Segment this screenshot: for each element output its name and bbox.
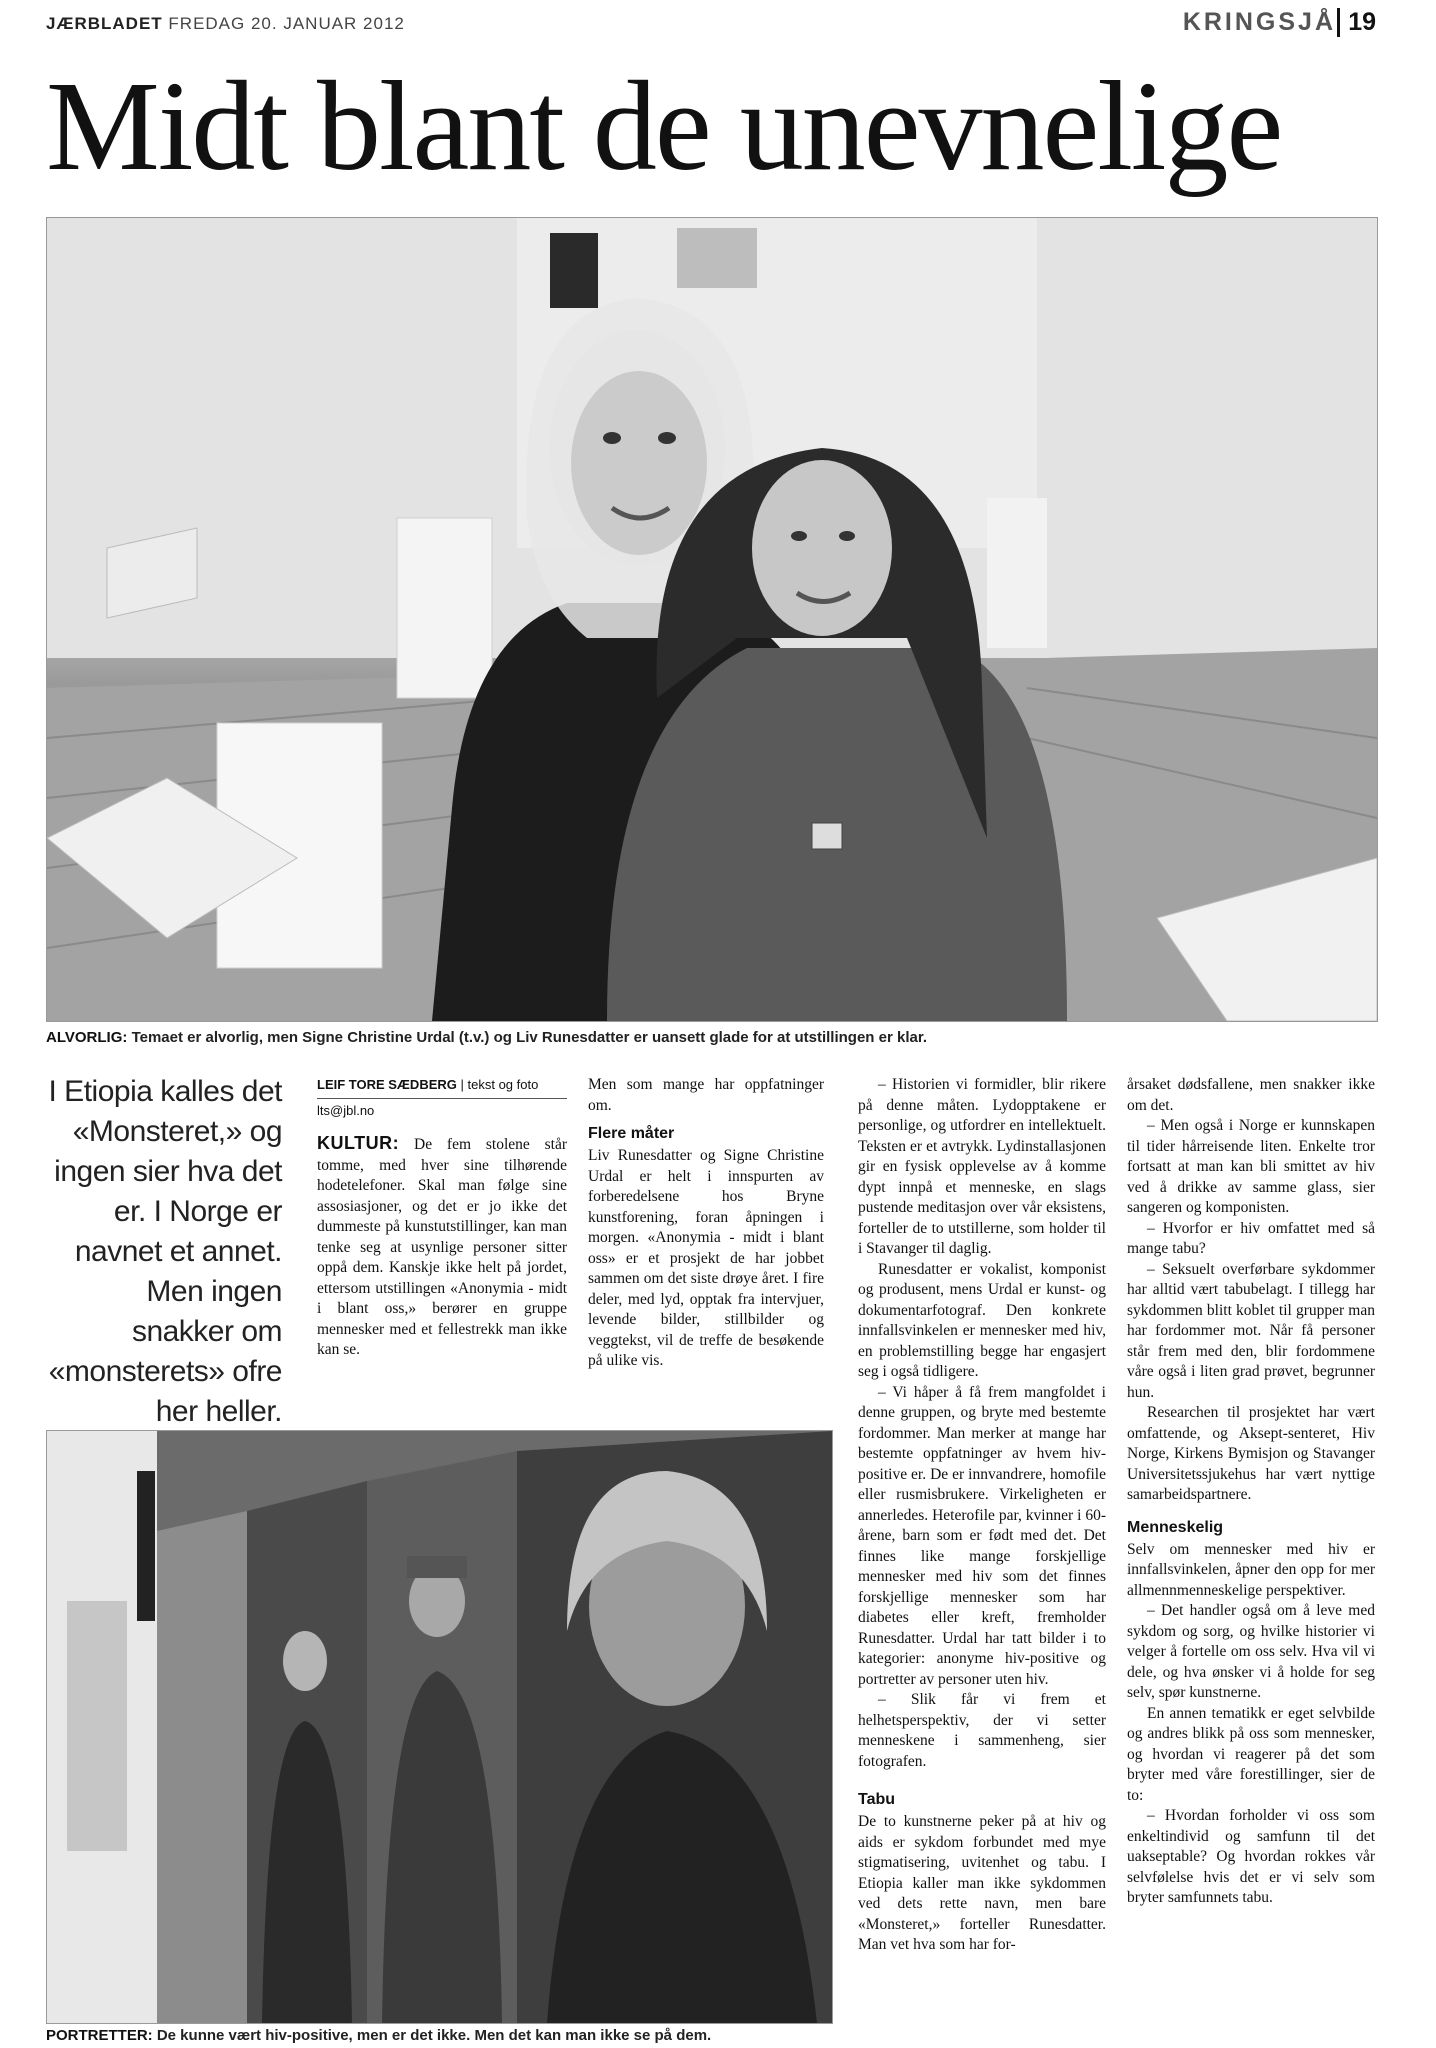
paragraph: Researchen til prosjektet har vært omfattende, og Aksept-senteret, Hiv Norge, Kirkens Bymisjon og Stavanger Universitetssjukehus har vært nyttige samarbeidspartnere.	[1127, 1404, 1375, 1503]
paragraph: Liv Runesdatter og Signe Christine Urdal er helt i innspurten av forberedelsene hos Bryne kunstforening, foran åpningen i morgen. «Anonymia - midt i blant oss» er et prosjekt de har jobbet sammen om det siste drøye året. I fire deler, med lyd, opptak fra intervjuer, levende bilder, stillbilder og veggtekst, vil de treffe de besøkende på ulike vis.	[588, 1147, 824, 1369]
paragraph: – Slik får vi frem et helhetsperspektiv, der vi setter menneskene i sammenheng, sier fotografen.	[858, 1691, 1106, 1770]
page-number: 19	[1337, 8, 1376, 37]
byline-email[interactable]: lts@jbl.no	[317, 1102, 375, 1118]
paragraph: – Vi håper å få frem mangfoldet i denne gruppen, og bryte med bestemte fordommer. Man merker at mange har bestemte oppfatninger av hvem hiv-positive er. De er innvandrere, homofile eller rusmisbrukere. Virkeligheten er annerledes. Heterofile par, kvinner i 60-årene, barn som er født med det. Det finnes like mange forskjellige mennesker med hiv som det finnes forskjellige mennesker som har diabetes eller kreft, fremholder Runesdatter. Urdal har tatt bilder i to kategorier: anonyme hiv-positive og portretter av personer uten hiv.	[858, 1383, 1106, 1688]
article-column-2	[588, 1075, 824, 1372]
lead-text: De fem stolene står tomme, med hver sine tilhørende hodetelefoner. Skal man følge sine assosiasjoner, og det er jo ikke det dummeste på kunstutstillinger, kan man tenke seg at usynlige personer sitter oppå dem. Kanskje ikke helt på jordet, ettersom utstillingen «Anonymia - midt i blant oss,» berører en gruppe mennesker med et fellestrekk man ikke kan se.	[317, 1136, 567, 1358]
paper-name: JÆRBLADET	[46, 14, 163, 33]
caption-text: Temaet er alvorlig, men Signe Christine Urdal (t.v.) og Liv Runesdatter er uansett glade for at utstillingen er klar.	[131, 1029, 928, 1046]
paragraph: – Seksuelt overførbare sykdommer har alltid vært tabubelagt. I tillegg har sykdommen blitt koblet til grupper man har fordommer mot. Når få personer står frem med den, blir fordommene våre også i liten grad prøvet, begrunner hun.	[1127, 1260, 1375, 1401]
headline: Midt blant de unevnelige	[46, 55, 1282, 197]
caption-lead: ALVORLIG:	[46, 1029, 128, 1046]
paragraph: Men som mange har oppfatninger om.	[588, 1076, 824, 1114]
subheading-flere-mater: Flere måter	[588, 1125, 675, 1142]
byline: LEIF TORE SÆDBERG | tekst og foto	[317, 1075, 567, 1099]
subheading-menneskelig: Menneskelig	[1127, 1518, 1224, 1536]
section-name: KRINGSJÅ	[1182, 8, 1336, 36]
caption-text: De kunne vært hiv-positive, men er det ikke. Men det kan man ikke se på dem.	[156, 2027, 712, 2044]
kicker: KULTUR:	[317, 1133, 400, 1153]
issue-date: FREDAG 20. JANUAR 2012	[168, 14, 405, 33]
paragraph: – Det handler også om å leve med sykdom og sorg, og hvilke historier vi velger å fortelle om oss selv. Hva vil vi dele, og hva ønsker vi å holde for seg selv, spør kunstnerne.	[1127, 1602, 1375, 1701]
article-lead-paragraph	[317, 1133, 567, 1361]
pull-quote: I Etiopia kalles det «Monsteret,» og ingen sier hva det er. I Norge er navnet et annet. Men ingen snakker om «monsterets» ofre her heller.	[48, 1075, 282, 1428]
photo-two-women-gallery-illustration	[47, 218, 1377, 1021]
masthead	[46, 14, 405, 34]
byline-role: tekst og foto	[467, 1077, 539, 1092]
photo-portrait-wall-illustration	[47, 1431, 832, 2023]
article-column-1	[317, 1075, 567, 1361]
caption-lead: PORTRETTER:	[46, 2027, 153, 2044]
paragraph: – Hvorfor er hiv omfattet med så mange tabu?	[1127, 1219, 1375, 1257]
paragraph: En annen tematikk er eget selvbilde og andres blikk på oss som mennesker, og hvordan vi reagerer på det som bryter med våre forestillinger, sier de to:	[1127, 1704, 1375, 1804]
paragraph: – Hvordan forholder vi oss som enkeltindivid og samfunn til det uakseptable? Og hvordan rokkes vår selvfølelse hvis det er vi selv som bryter samfunnets tabu.	[1127, 1807, 1375, 1906]
paragraph: De to kunstnerne peker på at hiv og aids er sykdom forbundet med mye stigmatisering, uvitenhet og tabu. I Etiopia kaller man ikke sykdommen ved dets rette navn, men bare «Monsteret,» forteller Runesdatter. Man vet hva som har for-	[858, 1813, 1106, 1953]
page-header	[46, 10, 1376, 40]
paragraph: årsaket dødsfallene, men snakker ikke om det.	[1127, 1076, 1375, 1114]
paragraph: – Historien vi formidler, blir rikere på denne måten. Lydopptakene er personlige, og utfordrer en intellektuelt. Teksten er et avtrykk. Lydinstallasjonen gir en fysisk opplevelse av å komme dypt innpå et menneske, en slags pustende meditasjon over vår eksistens, forteller de to utstillerne, som holder til i Stavanger til daglig.	[858, 1076, 1106, 1257]
paragraph: – Men også i Norge er kunnskapen til tider hårreisende liten. Enkelte tror fortsatt at man kan bli smittet av hiv ved å drikke av samme glass, sier sangeren og komponisten.	[1127, 1117, 1375, 1216]
photo-two-women	[46, 217, 1378, 1022]
paragraph: Selv om mennesker med hiv er innfallsvinkelen, åpner den opp for mer allmennmenneskelige perspektiver.	[1127, 1540, 1375, 1599]
article-column-4	[1127, 1075, 1375, 1909]
photo-top-caption	[46, 1029, 927, 1046]
paragraph: Runesdatter er vokalist, komponist og produsent, mens Urdal er kunst- og dokumentarfotograf. Den konkrete innfallsvinkelen er mennesker med hiv, en problemstilling begge har engasjert seg i også tidligere.	[858, 1260, 1106, 1380]
byline-author: LEIF TORE SÆDBERG	[317, 1077, 457, 1092]
article-column-3	[858, 1075, 1106, 1956]
photo-bottom-caption	[46, 2027, 711, 2044]
photo-portrait-wall	[46, 1430, 833, 2024]
subheading-tabu: Tabu	[858, 1791, 896, 1808]
